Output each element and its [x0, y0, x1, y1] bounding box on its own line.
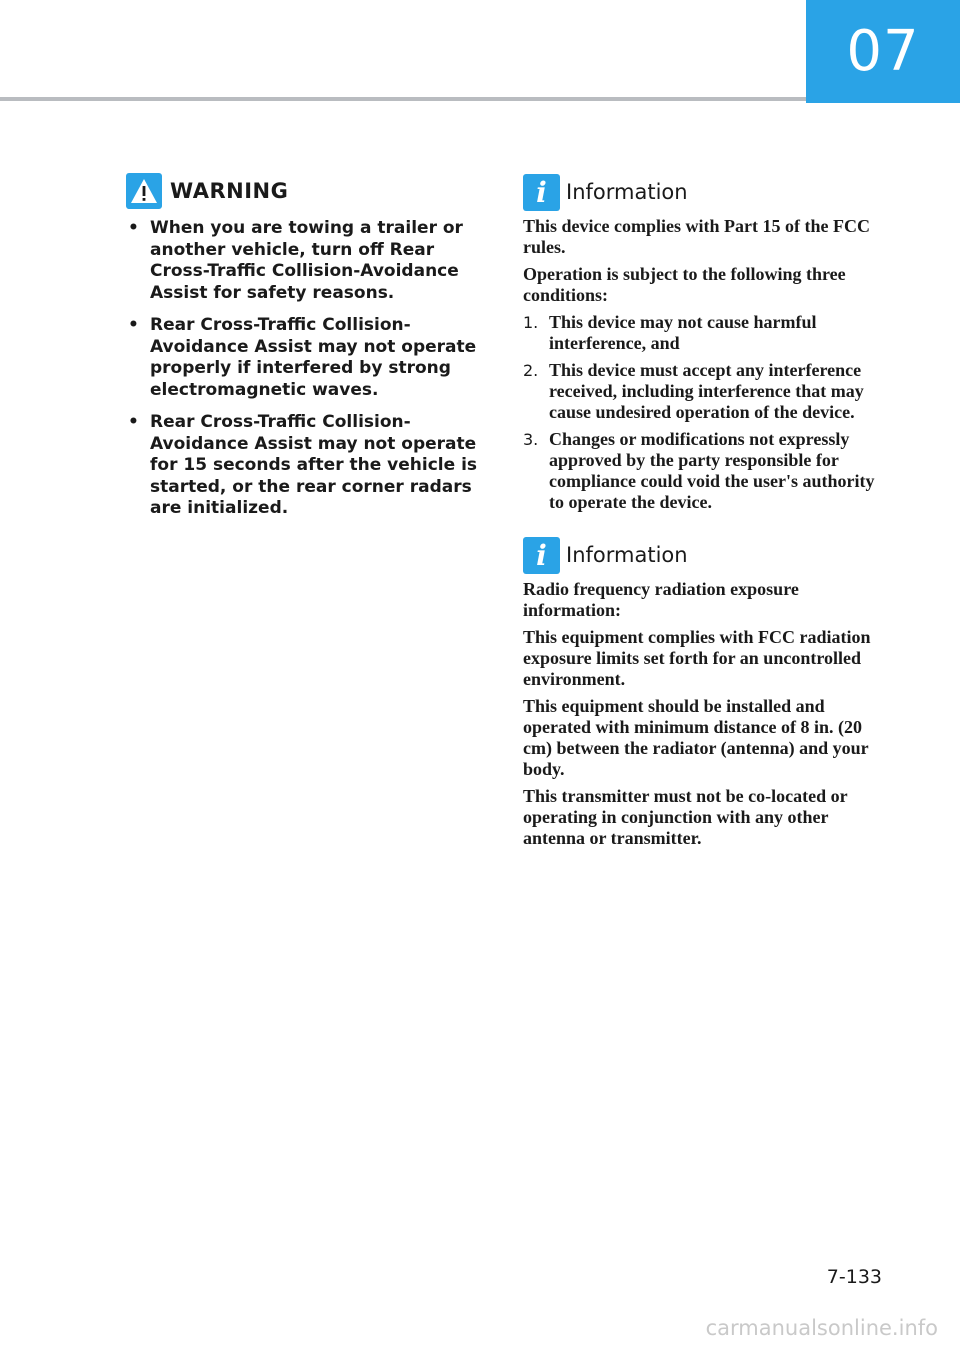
warning-item-text: Rear Cross-Traffic Collision-Avoidance Assist may not operate for 15 seconds after the vehicle is started, or the rear corner radars are initialized. [150, 412, 478, 518]
header-rule [0, 97, 806, 101]
bullet-icon: • [128, 412, 139, 432]
warning-header [126, 170, 484, 212]
condition-number: 1. [523, 313, 539, 332]
information-block-radiation [523, 533, 893, 849]
bullet-icon: • [128, 315, 139, 335]
watermark: carmanualsonline.info [705, 1316, 938, 1340]
condition-text: This device may not cause harmful interference, and [549, 312, 817, 353]
condition-number: 3. [523, 430, 539, 449]
info-paragraph: This device complies with Part 15 of the FCC rules. [523, 216, 870, 257]
warning-triangle-icon [126, 173, 162, 209]
warning-item-text: Rear Cross-Traffic Collision-Avoidance Assist may not operate properly if interfered by strong electromagnetic waves. [150, 315, 477, 400]
bullet-icon: • [128, 218, 139, 238]
info-paragraph: This equipment should be installed and operated with minimum distance of 8 in. (20 cm) between the radiator (antenna) and your body. [523, 696, 869, 779]
information-header [523, 170, 893, 214]
condition-item [523, 429, 893, 513]
information-title: Information [566, 543, 688, 567]
information-block-fcc [523, 170, 893, 513]
condition-item [523, 312, 893, 354]
condition-item [523, 360, 893, 423]
info-icon: i [523, 174, 560, 211]
warning-title: WARNING [170, 179, 289, 203]
condition-text: Changes or modifications not expressly approved by the party responsible for compliance could void the user's authority to operate the device. [549, 429, 875, 512]
information-title: Information [566, 180, 688, 204]
warning-item [126, 218, 484, 304]
warning-section [126, 170, 484, 531]
page-number: 7-133 [826, 1266, 882, 1288]
chapter-tab [806, 0, 960, 103]
warning-list [126, 218, 484, 520]
info-icon: i [523, 537, 560, 574]
condition-text: This device must accept any interference received, including interference that may cause undesired operation of the device. [549, 360, 864, 422]
warning-item [126, 412, 484, 520]
info-paragraph: This equipment complies with FCC radiation exposure limits set forth for an uncontrolled environment. [523, 627, 871, 689]
info-paragraph: This transmitter must not be co-located or operating in conjunction with any other antenna or transmitter. [523, 786, 848, 848]
conditions-list [523, 312, 893, 513]
information-header [523, 533, 893, 577]
warning-item [126, 315, 484, 401]
info-paragraph: Radio frequency radiation exposure information: [523, 579, 799, 620]
information-column [523, 170, 893, 869]
info-paragraph: Operation is subject to the following three conditions: [523, 264, 846, 305]
condition-number: 2. [523, 361, 539, 380]
chapter-number: 07 [846, 19, 920, 84]
warning-item-text: When you are towing a trailer or another vehicle, turn off Rear Cross-Traffic Collision-Avoidance Assist for safety reasons. [150, 218, 463, 303]
